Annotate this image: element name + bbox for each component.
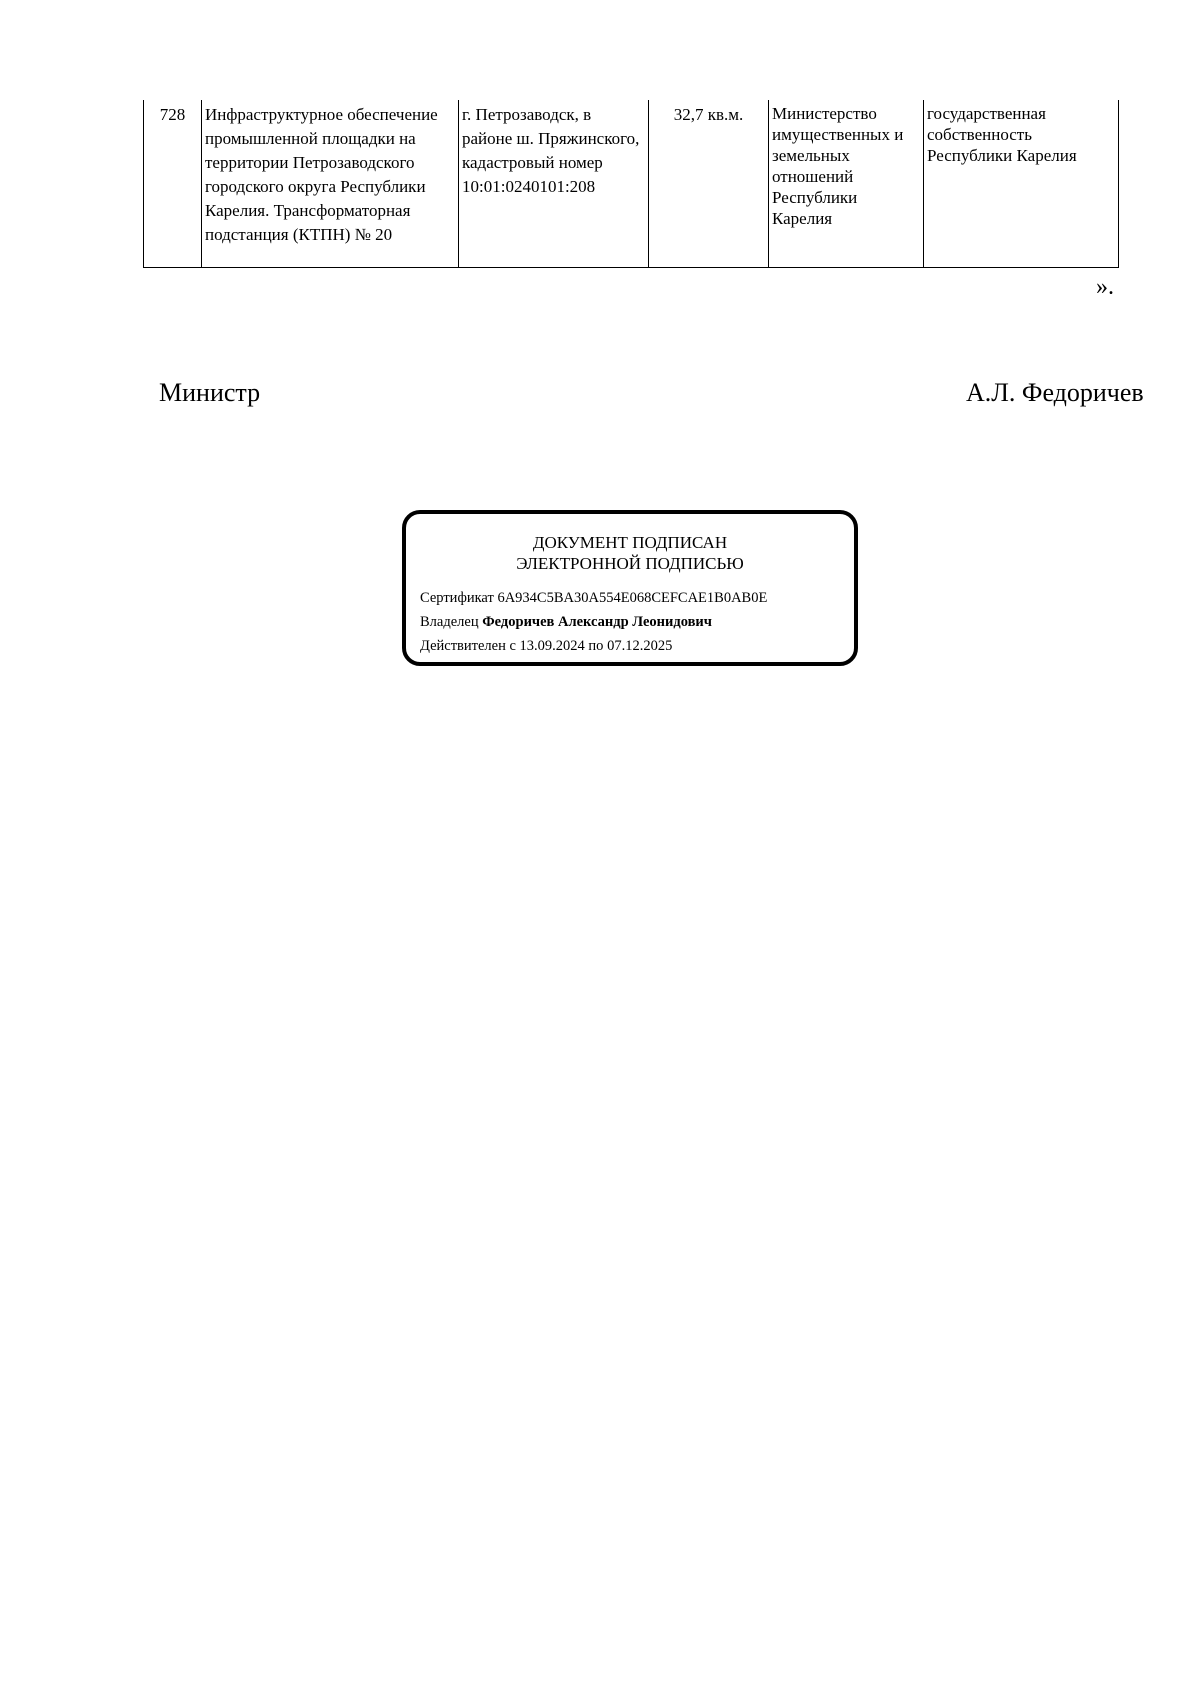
stamp-heading [406,532,854,574]
stamp-certificate [420,586,854,610]
signatory-title: Министр [159,378,261,407]
stamp-owner [420,610,854,634]
stamp-validity [420,634,854,658]
valid-label: Действителен [420,638,506,654]
certificate-value: 6A934C5BA30A554E068CEFCAE1B0AB0E [497,590,768,606]
object-holder: Министерство имущественных и земельных отношений Республики Карелия [769,100,924,267]
valid-from-date: 13.09.2024 [519,638,585,654]
owner-label: Владелец [420,614,479,630]
property-table [143,100,1119,268]
row-number: 728 [144,100,202,267]
stamp-heading-line2: ЭЛЕКТРОННОЙ ПОДПИСЬЮ [516,554,744,573]
owner-value: Федоричев Александр Леонидович [482,614,712,630]
object-address: г. Петрозаводск, в районе ш. Пряжинского, кадастровый номер 10:01:0240101:208 [459,100,649,267]
object-name: Инфраструктурное обеспечение промышленной площадки на территории Петрозаводского городского округа Республики Карелия. Трансформаторная подстанция (КТПН) № 20 [202,100,459,267]
valid-from-label: с [509,638,516,654]
valid-to-date: 07.12.2025 [607,638,673,654]
signatory-name: А.Л. Федоричев [966,378,1144,407]
table-row [144,100,1119,267]
valid-to-label: по [588,638,604,654]
stamp-details [420,586,854,658]
closing-quote: ». [1096,274,1114,300]
object-ownership: государственная собственность Республики Карелия [924,100,1119,267]
certificate-label: Сертификат [420,590,494,606]
stamp-heading-line1: ДОКУМЕНТ ПОДПИСАН [532,533,728,552]
object-area: 32,7 кв.м. [649,100,769,267]
electronic-signature-stamp [402,510,858,666]
